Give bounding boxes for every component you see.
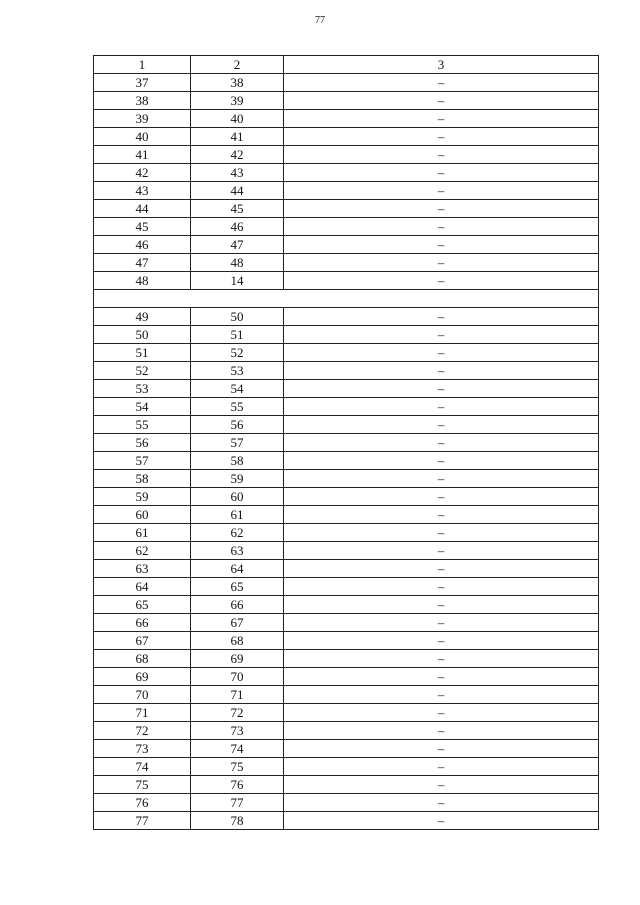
table-cell: 44 <box>191 182 284 200</box>
table-cell: 49 <box>94 308 191 326</box>
table-cell: – <box>284 686 599 704</box>
table-cell: 75 <box>191 758 284 776</box>
table-cell: 45 <box>191 200 284 218</box>
table-cell: 38 <box>94 92 191 110</box>
table-cell: – <box>284 344 599 362</box>
table-cell: 76 <box>191 776 284 794</box>
table-cell: – <box>284 218 599 236</box>
data-table-container <box>93 55 598 830</box>
table-cell: 66 <box>191 596 284 614</box>
table-cell: 73 <box>94 740 191 758</box>
table-cell: 59 <box>94 488 191 506</box>
table-cell: 70 <box>191 668 284 686</box>
table-row <box>94 272 599 290</box>
table-row <box>94 308 599 326</box>
table-cell: 67 <box>191 614 284 632</box>
separator-cell <box>94 290 599 308</box>
table-cell: – <box>284 128 599 146</box>
table-row <box>94 164 599 182</box>
table-cell: – <box>284 416 599 434</box>
table-row <box>94 686 599 704</box>
table-cell: – <box>284 650 599 668</box>
table-cell: 74 <box>191 740 284 758</box>
table-cell: – <box>284 200 599 218</box>
table-cell: 71 <box>94 704 191 722</box>
table-cell: 78 <box>191 812 284 830</box>
table-cell: – <box>284 560 599 578</box>
table-cell: 40 <box>191 110 284 128</box>
table-cell: 47 <box>94 254 191 272</box>
table-row <box>94 506 599 524</box>
table-cell: 42 <box>94 164 191 182</box>
table-row <box>94 794 599 812</box>
table-body <box>94 74 599 830</box>
table-cell: – <box>284 182 599 200</box>
table-cell: 55 <box>94 416 191 434</box>
table-row <box>94 236 599 254</box>
column-header: 2 <box>191 56 284 74</box>
table-cell: 48 <box>94 272 191 290</box>
table-cell: 44 <box>94 200 191 218</box>
table-cell: – <box>284 74 599 92</box>
table-cell: 51 <box>94 344 191 362</box>
table-cell: 41 <box>94 146 191 164</box>
table-header-row <box>94 56 599 74</box>
table-cell: – <box>284 326 599 344</box>
table-row <box>94 218 599 236</box>
table-row <box>94 128 599 146</box>
table-cell: 45 <box>94 218 191 236</box>
table-cell: 57 <box>191 434 284 452</box>
table-cell: 74 <box>94 758 191 776</box>
table-cell: 48 <box>191 254 284 272</box>
table-cell: 62 <box>94 542 191 560</box>
table-cell: 43 <box>94 182 191 200</box>
table-row <box>94 344 599 362</box>
table-row <box>94 92 599 110</box>
table-cell: 69 <box>94 668 191 686</box>
table-cell: 39 <box>191 92 284 110</box>
table-row <box>94 380 599 398</box>
table-cell: 66 <box>94 614 191 632</box>
table-row <box>94 488 599 506</box>
table-cell: – <box>284 794 599 812</box>
table-cell: 50 <box>191 308 284 326</box>
table-cell: 41 <box>191 128 284 146</box>
table-row <box>94 614 599 632</box>
table-cell: 61 <box>191 506 284 524</box>
table-cell: 70 <box>94 686 191 704</box>
table-row <box>94 182 599 200</box>
table-cell: – <box>284 236 599 254</box>
table-cell: 43 <box>191 164 284 182</box>
table-cell: 77 <box>94 812 191 830</box>
table-cell: 64 <box>191 560 284 578</box>
table-cell: 62 <box>191 524 284 542</box>
table-cell: 56 <box>191 416 284 434</box>
table-cell: 39 <box>94 110 191 128</box>
table-row <box>94 200 599 218</box>
table-cell: 58 <box>191 452 284 470</box>
table-cell: – <box>284 362 599 380</box>
table-cell: 75 <box>94 776 191 794</box>
table-cell: 54 <box>191 380 284 398</box>
data-table <box>93 55 599 830</box>
table-row <box>94 362 599 380</box>
table-cell: – <box>284 92 599 110</box>
table-row <box>94 470 599 488</box>
table-cell: – <box>284 272 599 290</box>
table-cell: – <box>284 578 599 596</box>
table-cell: 38 <box>191 74 284 92</box>
table-cell: 61 <box>94 524 191 542</box>
table-cell: – <box>284 398 599 416</box>
table-cell: 60 <box>94 506 191 524</box>
table-row <box>94 632 599 650</box>
table-cell: 53 <box>94 380 191 398</box>
table-cell: 40 <box>94 128 191 146</box>
table-cell: – <box>284 542 599 560</box>
table-cell: – <box>284 254 599 272</box>
table-row <box>94 146 599 164</box>
table-cell: 69 <box>191 650 284 668</box>
table-row <box>94 434 599 452</box>
table-cell: 63 <box>94 560 191 578</box>
table-separator-row <box>94 290 599 308</box>
table-cell: 50 <box>94 326 191 344</box>
table-cell: 14 <box>191 272 284 290</box>
table-cell: 57 <box>94 452 191 470</box>
table-cell: 65 <box>94 596 191 614</box>
table-row <box>94 452 599 470</box>
table-row <box>94 326 599 344</box>
table-cell: 76 <box>94 794 191 812</box>
table-cell: 65 <box>191 578 284 596</box>
table-cell: 37 <box>94 74 191 92</box>
table-row <box>94 524 599 542</box>
table-cell: 54 <box>94 398 191 416</box>
table-cell: 67 <box>94 632 191 650</box>
table-cell: – <box>284 668 599 686</box>
table-cell: 71 <box>191 686 284 704</box>
table-cell: 55 <box>191 398 284 416</box>
table-cell: 68 <box>94 650 191 668</box>
column-header: 1 <box>94 56 191 74</box>
table-cell: – <box>284 506 599 524</box>
table-row <box>94 578 599 596</box>
table-row <box>94 668 599 686</box>
table-cell: – <box>284 758 599 776</box>
table-cell: 53 <box>191 362 284 380</box>
table-cell: 68 <box>191 632 284 650</box>
table-cell: – <box>284 110 599 128</box>
page-number: 77 <box>315 15 325 26</box>
table-cell: 52 <box>94 362 191 380</box>
table-cell: 63 <box>191 542 284 560</box>
table-cell: 64 <box>94 578 191 596</box>
table-cell: – <box>284 434 599 452</box>
table-cell: – <box>284 146 599 164</box>
table-row <box>94 722 599 740</box>
table-cell: 42 <box>191 146 284 164</box>
table-cell: – <box>284 632 599 650</box>
table-row <box>94 596 599 614</box>
table-cell: – <box>284 452 599 470</box>
table-cell: – <box>284 380 599 398</box>
table-row <box>94 254 599 272</box>
table-row <box>94 110 599 128</box>
table-cell: 46 <box>94 236 191 254</box>
table-cell: – <box>284 722 599 740</box>
table-cell: – <box>284 488 599 506</box>
table-cell: 46 <box>191 218 284 236</box>
table-cell: 51 <box>191 326 284 344</box>
table-cell: 56 <box>94 434 191 452</box>
table-cell: – <box>284 704 599 722</box>
table-cell: 72 <box>94 722 191 740</box>
table-cell: – <box>284 164 599 182</box>
table-cell: 72 <box>191 704 284 722</box>
table-cell: 59 <box>191 470 284 488</box>
table-cell: 60 <box>191 488 284 506</box>
column-header: 3 <box>284 56 599 74</box>
table-cell: – <box>284 812 599 830</box>
table-row <box>94 416 599 434</box>
table-cell: 52 <box>191 344 284 362</box>
table-row <box>94 812 599 830</box>
table-row <box>94 740 599 758</box>
table-row <box>94 650 599 668</box>
table-row <box>94 776 599 794</box>
table-cell: 73 <box>191 722 284 740</box>
table-cell: – <box>284 470 599 488</box>
table-cell: 77 <box>191 794 284 812</box>
table-row <box>94 74 599 92</box>
table-cell: – <box>284 308 599 326</box>
table-row <box>94 560 599 578</box>
table-row <box>94 704 599 722</box>
table-row <box>94 398 599 416</box>
table-cell: – <box>284 596 599 614</box>
table-cell: – <box>284 776 599 794</box>
table-cell: – <box>284 740 599 758</box>
table-cell: – <box>284 614 599 632</box>
table-cell: 47 <box>191 236 284 254</box>
table-row <box>94 542 599 560</box>
table-cell: 58 <box>94 470 191 488</box>
table-cell: – <box>284 524 599 542</box>
table-row <box>94 758 599 776</box>
